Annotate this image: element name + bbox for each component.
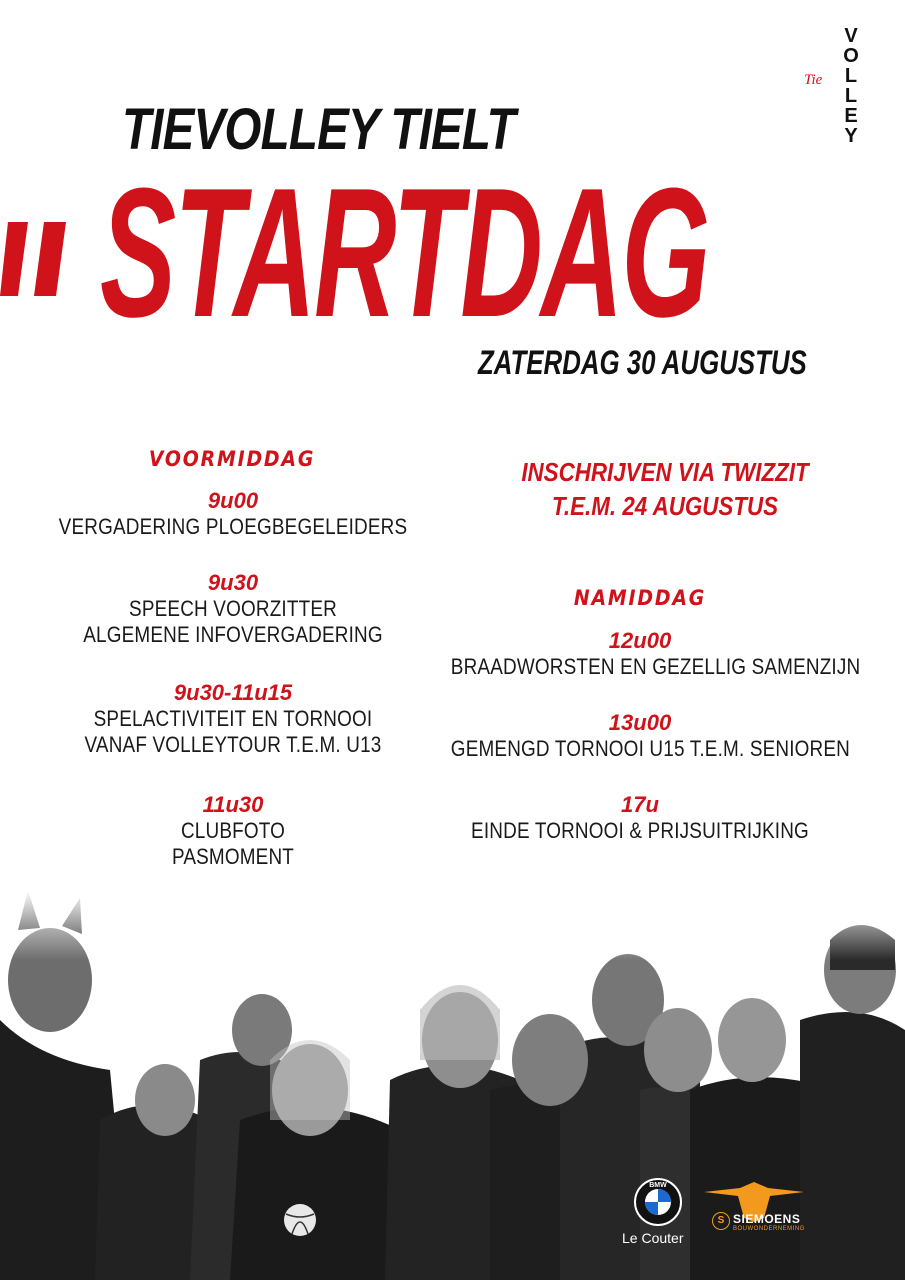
morning-heading: VOORMIDDAG <box>148 447 316 471</box>
logo-letter: V <box>844 25 858 47</box>
schedule-time: 9u30-11u15 <box>173 680 293 705</box>
schedule-item <box>420 710 860 762</box>
quote-mark-icon <box>0 222 66 296</box>
siemoens-mark-icon: S <box>712 1212 730 1230</box>
logo-letter: E <box>844 105 858 127</box>
schedule-time: 12u00 <box>608 628 672 653</box>
siemoens-name: SIEMOENS <box>733 1212 801 1226</box>
schedule-desc: BRAADWORSTEN EN GEZELLIG SAMENZIJN <box>450 654 861 679</box>
logo-letter: L <box>844 65 858 87</box>
schedule-time: 9u00 <box>207 488 259 513</box>
logo-letter: O <box>843 45 859 67</box>
schedule-item <box>420 792 860 844</box>
schedule-desc: SPELACTIVITEIT EN TORNOOI <box>93 706 373 731</box>
siemoens-subtitle: BOUWONDERNEMING <box>733 1226 805 1232</box>
registration-line: INSCHRIJVEN VIA TWIZZIT <box>521 457 809 487</box>
schedule-desc: GEMENGD TORNOOI U15 T.E.M. SENIOREN <box>450 736 851 761</box>
schedule-item <box>13 792 453 870</box>
registration-line: T.E.M. 24 AUGUSTUS <box>551 491 779 521</box>
schedule-item <box>13 570 453 648</box>
afternoon-heading: NAMIDDAG <box>573 586 707 610</box>
schedule-time: 17u <box>621 792 659 817</box>
bmw-badge-text: BMW <box>649 1182 667 1189</box>
event-title: STARTDAG <box>100 149 709 355</box>
schedule-desc: PASMOMENT <box>171 844 295 869</box>
logo-letter: L <box>844 85 858 107</box>
schedule-item <box>13 488 453 540</box>
schedule-desc: ALGEMENE INFOVERGADERING <box>83 622 383 647</box>
event-date: ZATERDAG 30 AUGUSTUS <box>478 344 807 382</box>
schedule-desc: VANAF VOLLEYTOUR T.E.M. U13 <box>84 732 382 757</box>
bmw-logo <box>634 1178 682 1226</box>
schedule-desc: CLUBFOTO <box>180 818 286 843</box>
schedule-time: 13u00 <box>608 710 672 735</box>
schedule-desc: EINDE TORNOOI & PRIJSUITRIJKING <box>471 818 809 843</box>
schedule-time: 11u30 <box>202 792 264 817</box>
schedule-desc: VERGADERING PLOEGBEGELEIDERS <box>58 514 408 539</box>
logo-prefix: Tie <box>804 72 823 88</box>
schedule-time: 9u30 <box>207 570 259 595</box>
schedule-item <box>420 628 860 680</box>
bmw-dealer-name: Le Couter <box>622 1230 684 1246</box>
club-title: TIEVOLLEY TIELT <box>122 97 515 162</box>
logo-letter: Y <box>844 125 858 147</box>
schedule-item <box>13 680 453 758</box>
schedule-desc: SPEECH VOORZITTER <box>129 596 337 621</box>
club-logo <box>836 25 866 147</box>
registration-note <box>484 455 845 523</box>
